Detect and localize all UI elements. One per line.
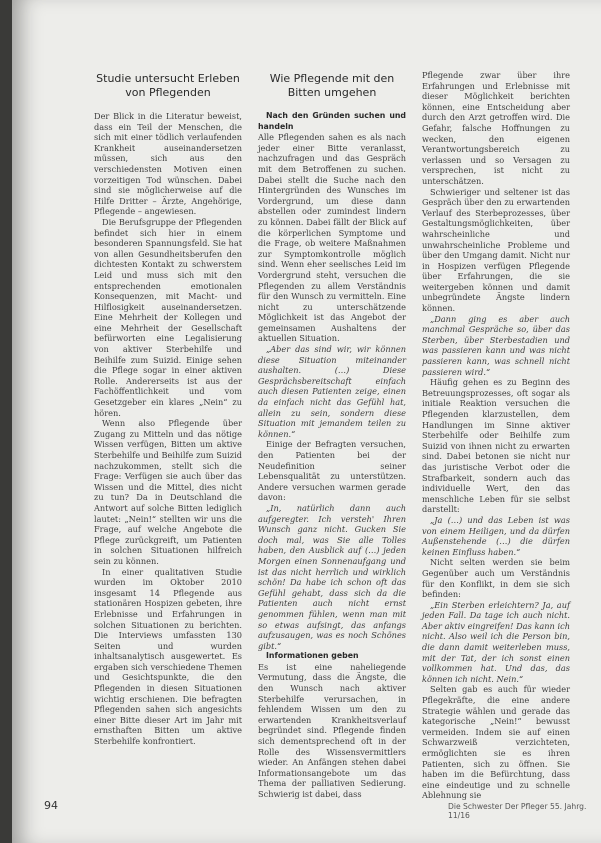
- running-footer: Die Schwester Der Pfleger 55. Jahrg. 11/16: [448, 802, 587, 820]
- interview-quote: „In, natürlich dann auch aufgeregter. Ich versteh' Ihren Wunsch ganz nicht. Gucken Sie doch mal, was Sie alle Tolles haben, den Ausblick auf (…) jeden Morgen einen Sonnenaufgang und ist das nicht herrlich und wirklich schön! Da habe ich schon oft das Gefühl gehabt, dass sich da die Patienten auch nicht ernst genommen fühlen, wenn man mit so etwas aufsingt, das anfangs aufzusaugen, was es noch Schönes gibt.“: [258, 502, 406, 651]
- paragraph: Die Berufsgruppe der Pflegenden befindet sich hier in einem besonderen Spannungsfeld. Sie hat von allen Gesundheitsberufen den dichtesten Kontakt zu schwerstem Leid und muss sich mit den entsprechenden emotionalen Konsequenzen, mit Macht- und Hilflosigkeit auseinandersetzen. Eine Mehrheit der Kollegen und eine Mehrheit der Gesellschaft befürworten eine Legalisierung von aktiver Sterbehilfe und Beihilfe zum Suizid. Einige sehen die Pflege sogar in einer aktiven Rolle. Andererseits ist aus der Fachöffentlichkeit und vom Gesetzgeber ein klares „Nein“ zu hören.: [94, 216, 242, 418]
- section-heading: Wie Pflegende mit den Bitten umgehen: [269, 72, 395, 99]
- subheading: Nach den Gründen suchen und handeln: [258, 111, 406, 131]
- column-middle-text: [258, 111, 406, 800]
- paragraph: Pflegende zwar über ihre Erfahrungen und Erlebnisse mit dieser Möglichkeit berichten können, eine Entscheidung aber durch den Arzt getroffen wird. Die Gefahr, falsche Hoffnungen zu wecken, den eigenen Verantwortungsbereich zu verlassen und so Versagen zu versprechen, ist nicht zu unterschätzen.: [422, 70, 570, 186]
- interview-quote: „Ein Sterben erleichtern? Ja, auf jeden Fall. Da tage ich auch nicht. Aber aktiv eingreifen! Das kann ich nicht. Also weil ich die Person bin, die dann damit weiterleben muss, mit der Tat, der ich sonst einen vollkommen hat. Und das, das können ich nicht. Nein.“: [422, 599, 570, 684]
- column-left-text: [94, 111, 242, 747]
- paragraph: Schwieriger und seltener ist das Gespräch über den zu erwartenden Verlauf des Sterbeprozesses, über Gestaltungsmöglichkeiten, über wahrscheinliche und unwahrscheinliche Probleme und über den Umgang damit. Nicht nur in Hospizen verfügen Pflegende über Erfahrungen, die sie weitergeben können und damit unbegründete Ängste lindern können.: [422, 186, 570, 314]
- column-middle: [258, 52, 406, 800]
- paragraph: Nicht selten werden sie beim Gegenüber auch um Verständnis für den Konflikt, in dem sie sich befinden:: [422, 557, 570, 600]
- column-left: [94, 52, 242, 747]
- interview-quote: „Dann ging es aber auch manchmal Gespräche so, über das Sterben, über Sterbestadien und was passieren kann und was nicht passieren kann, was schnell nicht passieren wird.“: [422, 313, 570, 377]
- paragraph: Alle Pflegenden sahen es als nach jeder einer Bitte veranlasst, nachzufragen und das Gespräch mit dem Betroffenen zu suchen. Dabei stellt die Suche nach den Hintergründen des Wunsches im Vordergrund, um diese dann abstellen oder zumindest lindern zu können. Dabei fällt der Blick auf die körperlichen Symptome und die Frage, ob weitere Maßnahmen zur Symptomkontrolle möglich sind. Wenn eher seelisches Leid im Vordergrund steht, versuchen die Pflegenden zu allem Verständnis für den Wunsch zu vermitteln. Eine nicht zu unterschätzende Möglichkeit ist das Angebot der gemeinsamen Aushaltens der aktuellen Situation.: [258, 132, 406, 344]
- column-right-text: [422, 70, 570, 801]
- interview-quote: „Ja (…) und das Leben ist was von einem Heiligen, und da dürfen Außenstehende (…) die dürfen keinen Einfluss haben.“: [422, 514, 570, 557]
- paragraph: Es ist eine naheliegende Vermutung, dass die Ängste, die den Wunsch nach aktiver Sterbehilfe verursachen, in fehlendem Wissen um den zu erwartenden Krankheitsverlauf begründet sind. Pflegende finden sich dementsprechend oft in der Rolle des Wissensvermittlers wieder. An Anfängen stehen dabei Informationsangebote um das Thema der palliativen Sedierung. Schwierig ist dabei, dass: [258, 661, 406, 799]
- column-right: [422, 70, 570, 801]
- subheading: Informationen geben: [266, 651, 359, 661]
- paragraph: Wenn also Pflegende über Zugang zu Mitteln und das nötige Wissen verfügen, Bitten um aktive Sterbehilfe und Beihilfe zum Suizid nachzukommen, stellt sich die Frage: Verfügen sie auch über das Wissen und die Mittel, dies nicht zu tun? Da in Deutschland die Antwort auf solche Bitten lediglich lautet: „Nein!“ stellten wir uns die Frage, auf welche Angebote die Pflege zurückgreift, um Patienten in solchen Situationen hilfreich sein zu können.: [94, 418, 242, 566]
- paragraph: Der Blick in die Literatur beweist, dass ein Teil der Menschen, die sich mit einer tödlich verlaufenden Krankheit auseinandersetzen müssen, sich aus den verschiedensten Motiven einen vorzeitigen Tod wünschen. Dabei sind sie möglicherweise auf die Hilfe Dritter – Ärzte, Angehörige, Pflegende – angewiesen.: [94, 111, 242, 217]
- paragraph: Häufig gehen es zu Beginn des Betreuungsprozesses, oft sogar als initiale Reaktion versuchen die Pflegenden klarzustellen, dem Handlungen im Sinne aktiver Sterbehilfe oder Beihilfe zum Suizid von ihnen nicht zu erwarten sind. Dabei betonen sie nicht nur das juristische Verbot oder die Strafbarkeit, sondern auch das individuelle Wert, den das menschliche Leben für sie selbst darstellt:: [422, 377, 570, 515]
- page-number: 94: [44, 799, 58, 812]
- paragraph: In einer qualitativen Studie wurden im Oktober 2010 insgesamt 14 Pflegende aus stationären Hospizen gebeten, ihre Erlebnisse und Erfahrungen in solchen Situationen zu berichten. Die Interviews umfassten 130 Seiten und wurden inhaltsanalytisch ausgewertet. Es ergaben sich verschiedene Themen und Gesichtspunkte, die den Pflegenden in diesen Situationen wichtig erschienen. Die befragten Pflegenden sahen sich angesichts einer Bitte dieser Art im Jahr mit ernsthaften Bitten um aktive Sterbehilfe konfrontiert.: [94, 566, 242, 747]
- book-page: [12, 0, 601, 843]
- interview-quote: „Aber das sind wir, wir können diese Situation miteinander aushalten. (…) Diese Gesprächsbereitschaft einfach auch diesen Patienten zeige, einen da einfach nicht das Gefühl hat, allein zu sein, sondern diese Situation mit jemandem teilen zu können.“: [258, 344, 406, 439]
- paragraph: Einige der Befragten versuchen, den Patienten bei der Neudefinition seiner Lebensqualität zu unterstützen. Andere versuchen warmen gerade davon:: [258, 439, 406, 503]
- paragraph: Selten gab es auch für wieder Pflegekräfte, die eine andere Strategie wählen und gerade das kategorische „Nein!“ bewusst vermeiden. Indem sie auf einen Schwarzweiß verzichteten, ermöglichten sie es ihren Patienten, sich zu öffnen. Sie haben im die Befürchtung, dass eine eindeutige und zu schnelle Ablehnung sie: [422, 684, 570, 801]
- section-heading: Studie untersucht Erleben von Pflegenden: [96, 72, 240, 99]
